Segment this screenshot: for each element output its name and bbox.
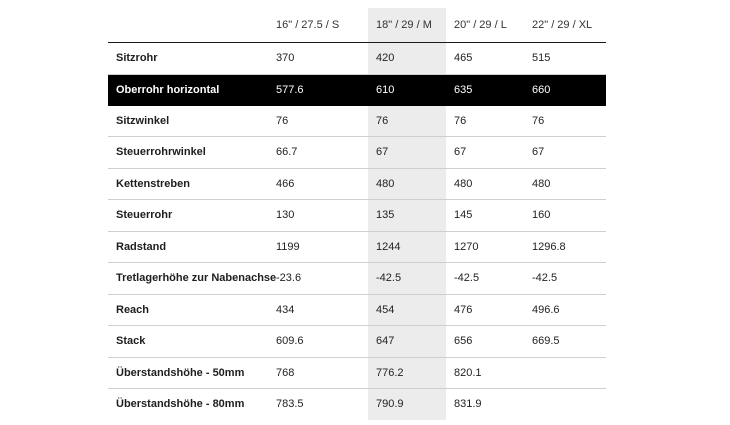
table-row: [108, 200, 606, 232]
table-header-row: [108, 8, 606, 43]
table-row: [108, 294, 606, 326]
cell-size-s: 609.6: [276, 326, 368, 358]
cell-size-s: 434: [276, 294, 368, 326]
cell-size-m: 420: [368, 43, 446, 75]
cell-size-l: 480: [446, 168, 524, 200]
cell-size-xl: 660: [524, 74, 606, 105]
row-label: Oberrohr horizontal: [108, 74, 276, 105]
header-size-m: 18" / 29 / M: [368, 8, 446, 43]
table-row: [108, 168, 606, 200]
header-size-xl: 22" / 29 / XL: [524, 8, 606, 43]
cell-size-s: 130: [276, 200, 368, 232]
cell-size-l: 76: [446, 105, 524, 137]
cell-size-xl: 160: [524, 200, 606, 232]
table-body: [108, 43, 606, 420]
cell-size-l: 831.9: [454, 398, 482, 411]
cell-size-m: 76: [368, 105, 446, 137]
cell-size-l: 820.1: [446, 357, 524, 389]
row-label: Kettenstreben: [108, 168, 276, 200]
cell-size-l: -42.5: [446, 263, 524, 295]
cell-size-l: 145: [446, 200, 524, 232]
cell-size-s: 768: [276, 357, 368, 389]
cell-size-s: 76: [276, 105, 368, 137]
cell-size-xl: 515: [524, 43, 606, 75]
row-label: Überstandshöhe - 50mm: [108, 357, 276, 389]
header-label-column: [108, 8, 276, 43]
table-row: [108, 357, 606, 389]
cell-size-s: 1199: [276, 231, 368, 263]
row-label: Überstandshöhe - 80mm: [116, 398, 245, 411]
table-row: [108, 231, 606, 263]
cell-size-m: 480: [368, 168, 446, 200]
cell-size-xl: [524, 389, 606, 420]
header-size-s: 16" / 27.5 / S: [276, 8, 368, 43]
cell-size-xl: [524, 357, 606, 389]
cell-size-s: 783.5: [276, 398, 304, 411]
cell-size-l: 635: [446, 74, 524, 105]
cell-size-xl: 1296.8: [524, 231, 606, 263]
table-row: [108, 105, 606, 137]
cell-size-s: 370: [276, 43, 368, 75]
row-label: Tretlagerhöhe zur Nabenachse: [108, 263, 276, 295]
cell-size-m: 454: [368, 294, 446, 326]
table-row: [108, 43, 606, 75]
cell-size-s: 66.7: [276, 137, 368, 169]
cell-size-m: 790.9: [368, 389, 446, 420]
cell-size-s: -23.6: [276, 263, 368, 295]
cell-size-xl: 480: [524, 168, 606, 200]
table-row: [108, 137, 606, 169]
cell-size-s: 466: [276, 168, 368, 200]
table-row: [108, 74, 606, 105]
cell-size-m: 67: [368, 137, 446, 169]
cell-size-s: 577.6: [276, 74, 368, 105]
row-label: Stack: [108, 326, 276, 358]
cell-size-m: -42.5: [368, 263, 446, 295]
geometry-table: [108, 8, 606, 420]
cell-size-l: 67: [446, 137, 524, 169]
row-label: Sitzrohr: [108, 43, 276, 75]
cell-size-l: 1270: [446, 231, 524, 263]
row-label: Steuerrohr: [108, 200, 276, 232]
cell-size-xl: 67: [524, 137, 606, 169]
cell-size-l: 476: [446, 294, 524, 326]
cell-size-m: 135: [368, 200, 446, 232]
row-label: Reach: [108, 294, 276, 326]
header-size-l: 20" / 29 / L: [446, 8, 524, 43]
cell-size-l: 656: [446, 326, 524, 358]
table-row: [108, 389, 606, 420]
cell-size-m: 776.2: [368, 357, 446, 389]
row-label: Steuerrohrwinkel: [108, 137, 276, 169]
cell-size-l: 465: [446, 43, 524, 75]
cell-size-xl: 669.5: [524, 326, 606, 358]
row-label: Radstand: [108, 231, 276, 263]
cell-size-m: 1244: [368, 231, 446, 263]
cell-size-m: 610: [368, 74, 446, 105]
table-row: [108, 263, 606, 295]
cell-size-xl: -42.5: [524, 263, 606, 295]
cell-size-m: 647: [368, 326, 446, 358]
cell-size-xl: 76: [524, 105, 606, 137]
table-row: [108, 326, 606, 358]
cell-size-xl: 496.6: [524, 294, 606, 326]
row-label: Sitzwinkel: [108, 105, 276, 137]
